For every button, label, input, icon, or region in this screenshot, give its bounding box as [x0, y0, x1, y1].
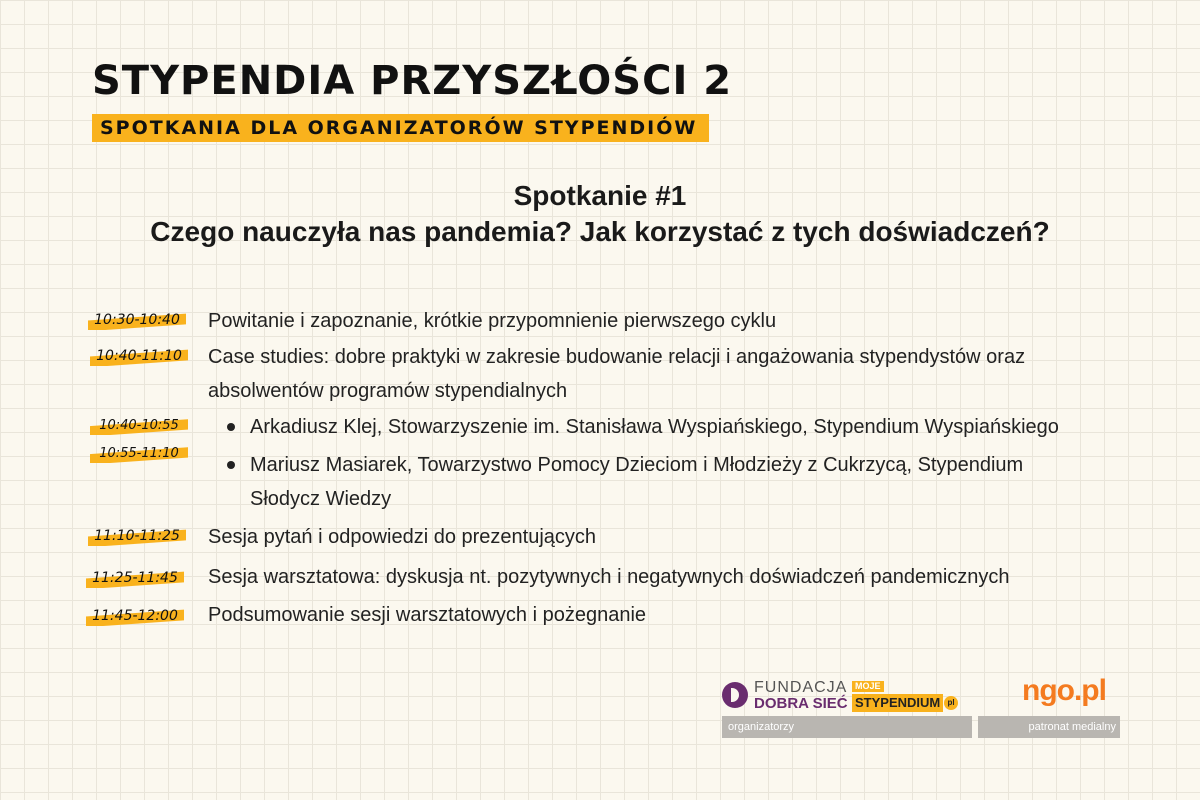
page-subtitle: SPOTKANIA DLA ORGANIZATORÓW STYPENDIÓW: [92, 114, 709, 142]
agenda-text: Arkadiusz Klej, Stowarzyszenie im. Stanisława Wyspiańskiego, Stypendium Wyspiańskiego: [250, 416, 1059, 438]
agenda-time: 10:40-11:10: [90, 346, 188, 366]
media-patron-bar: [978, 716, 1120, 738]
agenda-text: Sesja warsztatowa: dyskusja nt. pozytywnych i negatywnych doświadczeń pandemicznych: [208, 566, 1010, 588]
fds-logo-line1: FUNDACJA: [754, 679, 848, 696]
organizers-bar: [722, 716, 972, 738]
meeting-title: Czego nauczyła nas pandemia? Jak korzystać z tych doświadczeń?: [150, 216, 1050, 247]
page-title: STYPENDIA PRZYSZŁOŚCI 2: [92, 58, 733, 104]
fundacja-logo-icon: [722, 682, 748, 708]
ms-logo-pl: pl: [944, 696, 958, 710]
meeting-number: Spotkanie #1: [513, 180, 687, 211]
organizers-label: organizatorzy: [728, 721, 795, 733]
moje-stypendium-logo: [850, 681, 962, 713]
ms-logo-main: STYPENDIUM: [852, 694, 943, 712]
agenda-text: Case studies: dobre praktyki w zakresie budowanie relacji i angażowania stypendystów oraz absolwentów programów stypendialnych: [208, 346, 1026, 402]
bullet-icon: [227, 423, 235, 431]
agenda-text: Mariusz Masiarek, Towarzystwo Pomocy Dzieciom i Młodzieży z Cukrzycą, Stypendium Słodycz Wiedzy: [250, 454, 1024, 510]
agenda-time: 10:55-11:10: [90, 444, 188, 463]
meeting-heading: [0, 178, 1200, 250]
media-patron-label: patronat medialny: [1028, 721, 1116, 733]
agenda-time: 11:25-11:45: [86, 568, 184, 588]
fundacja-dobra-siec-logo: [722, 679, 848, 714]
bullet-icon: [227, 461, 235, 469]
agenda-time: 11:10-11:25: [88, 526, 186, 546]
agenda-time: 10:40-10:55: [90, 416, 188, 435]
agenda-text: Podsumowanie sesji warsztatowych i pożegnanie: [208, 604, 647, 626]
agenda-text: Sesja pytań i odpowiedzi do prezentujących: [208, 526, 597, 548]
agenda-text: Powitanie i zapoznanie, krótkie przypomnienie pierwszego cyklu: [208, 310, 777, 332]
fds-logo-line2: DOBRA SIEĆ: [754, 695, 848, 712]
ms-logo-top: MOJE: [852, 681, 884, 692]
ngo-pl-logo: ngo.pl: [1022, 674, 1106, 707]
agenda-time: 10:30-10:40: [88, 310, 186, 330]
agenda-time: 11:45-12:00: [86, 606, 184, 626]
